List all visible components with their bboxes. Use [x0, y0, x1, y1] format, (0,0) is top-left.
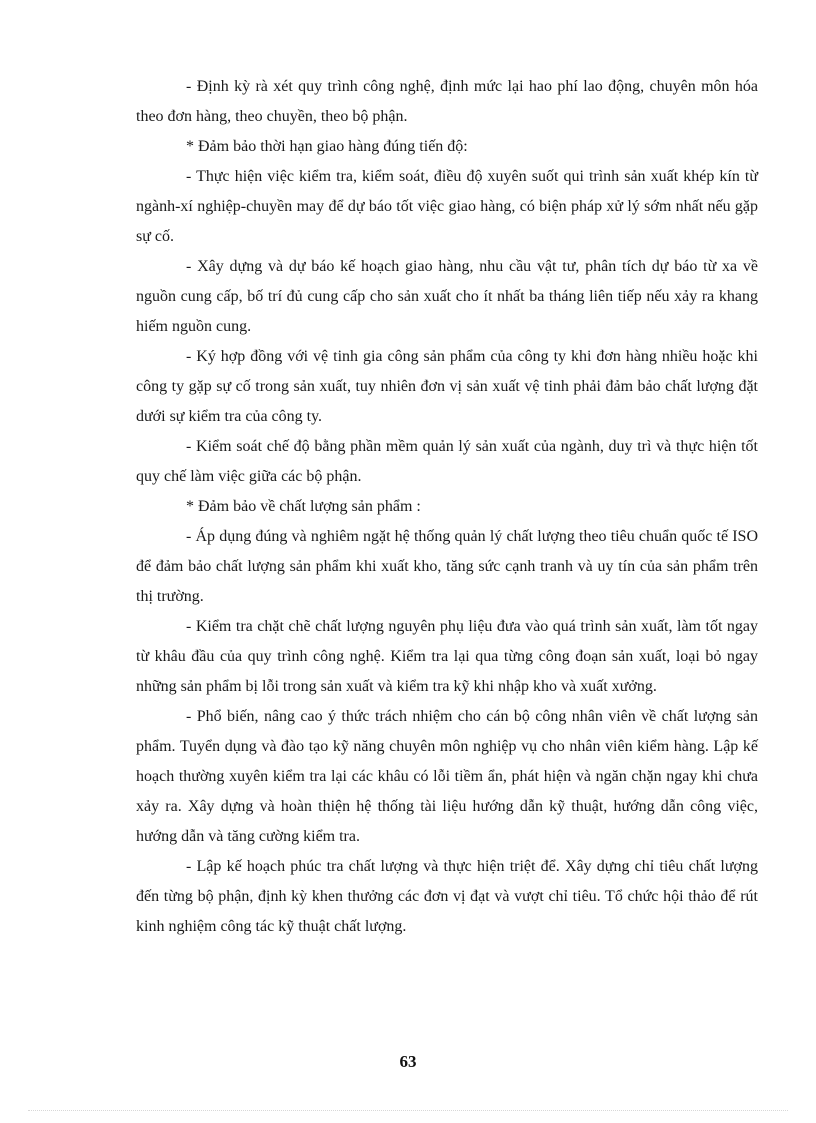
paragraph-1: - Định kỳ rà xét quy trình công nghệ, định mức lại hao phí lao động, chuyên môn hóa theo đơn hàng, theo chuyền, theo bộ phận. [136, 78, 758, 125]
page-number: 63 [399, 1052, 417, 1071]
paragraph-8: - Áp dụng đúng và nghiêm ngặt hệ thống quản lý chất lượng theo tiêu chuẩn quốc tế ISO để đảm bảo chất lượng sản phẩm khi xuất kho, tăng sức cạnh tranh và uy tín của sản phẩm trên thị trường. [136, 528, 758, 605]
heading-quality: * Đảm bảo về chất lượng sản phẩm : [186, 498, 421, 515]
paragraph-4: - Xây dựng và dự báo kế hoạch giao hàng, nhu cầu vật tư, phân tích dự báo từ xa về nguồn cung cấp, bố trí đủ cung cấp cho sản xuất cho ít nhất ba tháng liên tiếp nếu xảy ra khang hiếm nguồn cung. [136, 258, 758, 335]
paragraph-6: - Kiểm soát chế độ bằng phần mềm quản lý sản xuất của ngành, duy trì và thực hiện tốt quy chế làm việc giữa các bộ phận. [136, 438, 758, 485]
heading-delivery: * Đảm bảo thời hạn giao hàng đúng tiến độ: [186, 138, 468, 155]
paragraph-5: - Ký hợp đồng với vệ tinh gia công sản phẩm của công ty khi đơn hàng nhiều hoặc khi công ty gặp sự cố trong sản xuất, tuy nhiên đơn vị sản xuất vệ tinh phải đảm bảo chất lượng đặt dưới sự kiểm tra của công ty. [136, 348, 758, 425]
paragraph-3: - Thực hiện việc kiểm tra, kiểm soát, điều độ xuyên suốt qui trình sản xuất khép kín từ ngành-xí nghiệp-chuyền may để dự báo tốt việc giao hàng, có biện pháp xử lý sớm nhất nếu gặp sự cố. [136, 168, 758, 245]
footer-divider [28, 1110, 788, 1111]
paragraph-9: - Kiểm tra chặt chẽ chất lượng nguyên phụ liệu đưa vào quá trình sản xuất, làm tốt ngay từ khâu đầu của quy trình công nghệ. Kiểm tra lại qua từng công đoạn sản xuất, loại bỏ ngay những sản phẩm bị lỗi trong sản xuất và kiểm tra kỹ khi nhập kho và xuất xưởng. [136, 618, 758, 695]
paragraph-11: - Lập kế hoạch phúc tra chất lượng và thực hiện triệt để. Xây dựng chỉ tiêu chất lượng đến từng bộ phận, định kỳ khen thưởng các đơn vị đạt và vượt chỉ tiêu. Tổ chức hội thảo để rút kinh nghiệm công tác kỹ thuật chất lượng. [136, 858, 758, 935]
paragraph-10: - Phổ biến, nâng cao ý thức trách nhiệm cho cán bộ công nhân viên về chất lượng sản phẩm. Tuyển dụng và đào tạo kỹ năng chuyên môn nghiệp vụ cho nhân viên kiểm hàng. Lập kế hoạch thường xuyên kiểm tra lại các khâu có lỗi tiềm ẩn, phát hiện và ngăn chặn ngay khi chưa xảy ra. Xây dựng và hoàn thiện hệ thống tài liệu hướng dẫn kỹ thuật, hướng dẫn công việc, hướng dẫn và tăng cường kiểm tra. [136, 708, 758, 845]
body-text [136, 72, 758, 942]
